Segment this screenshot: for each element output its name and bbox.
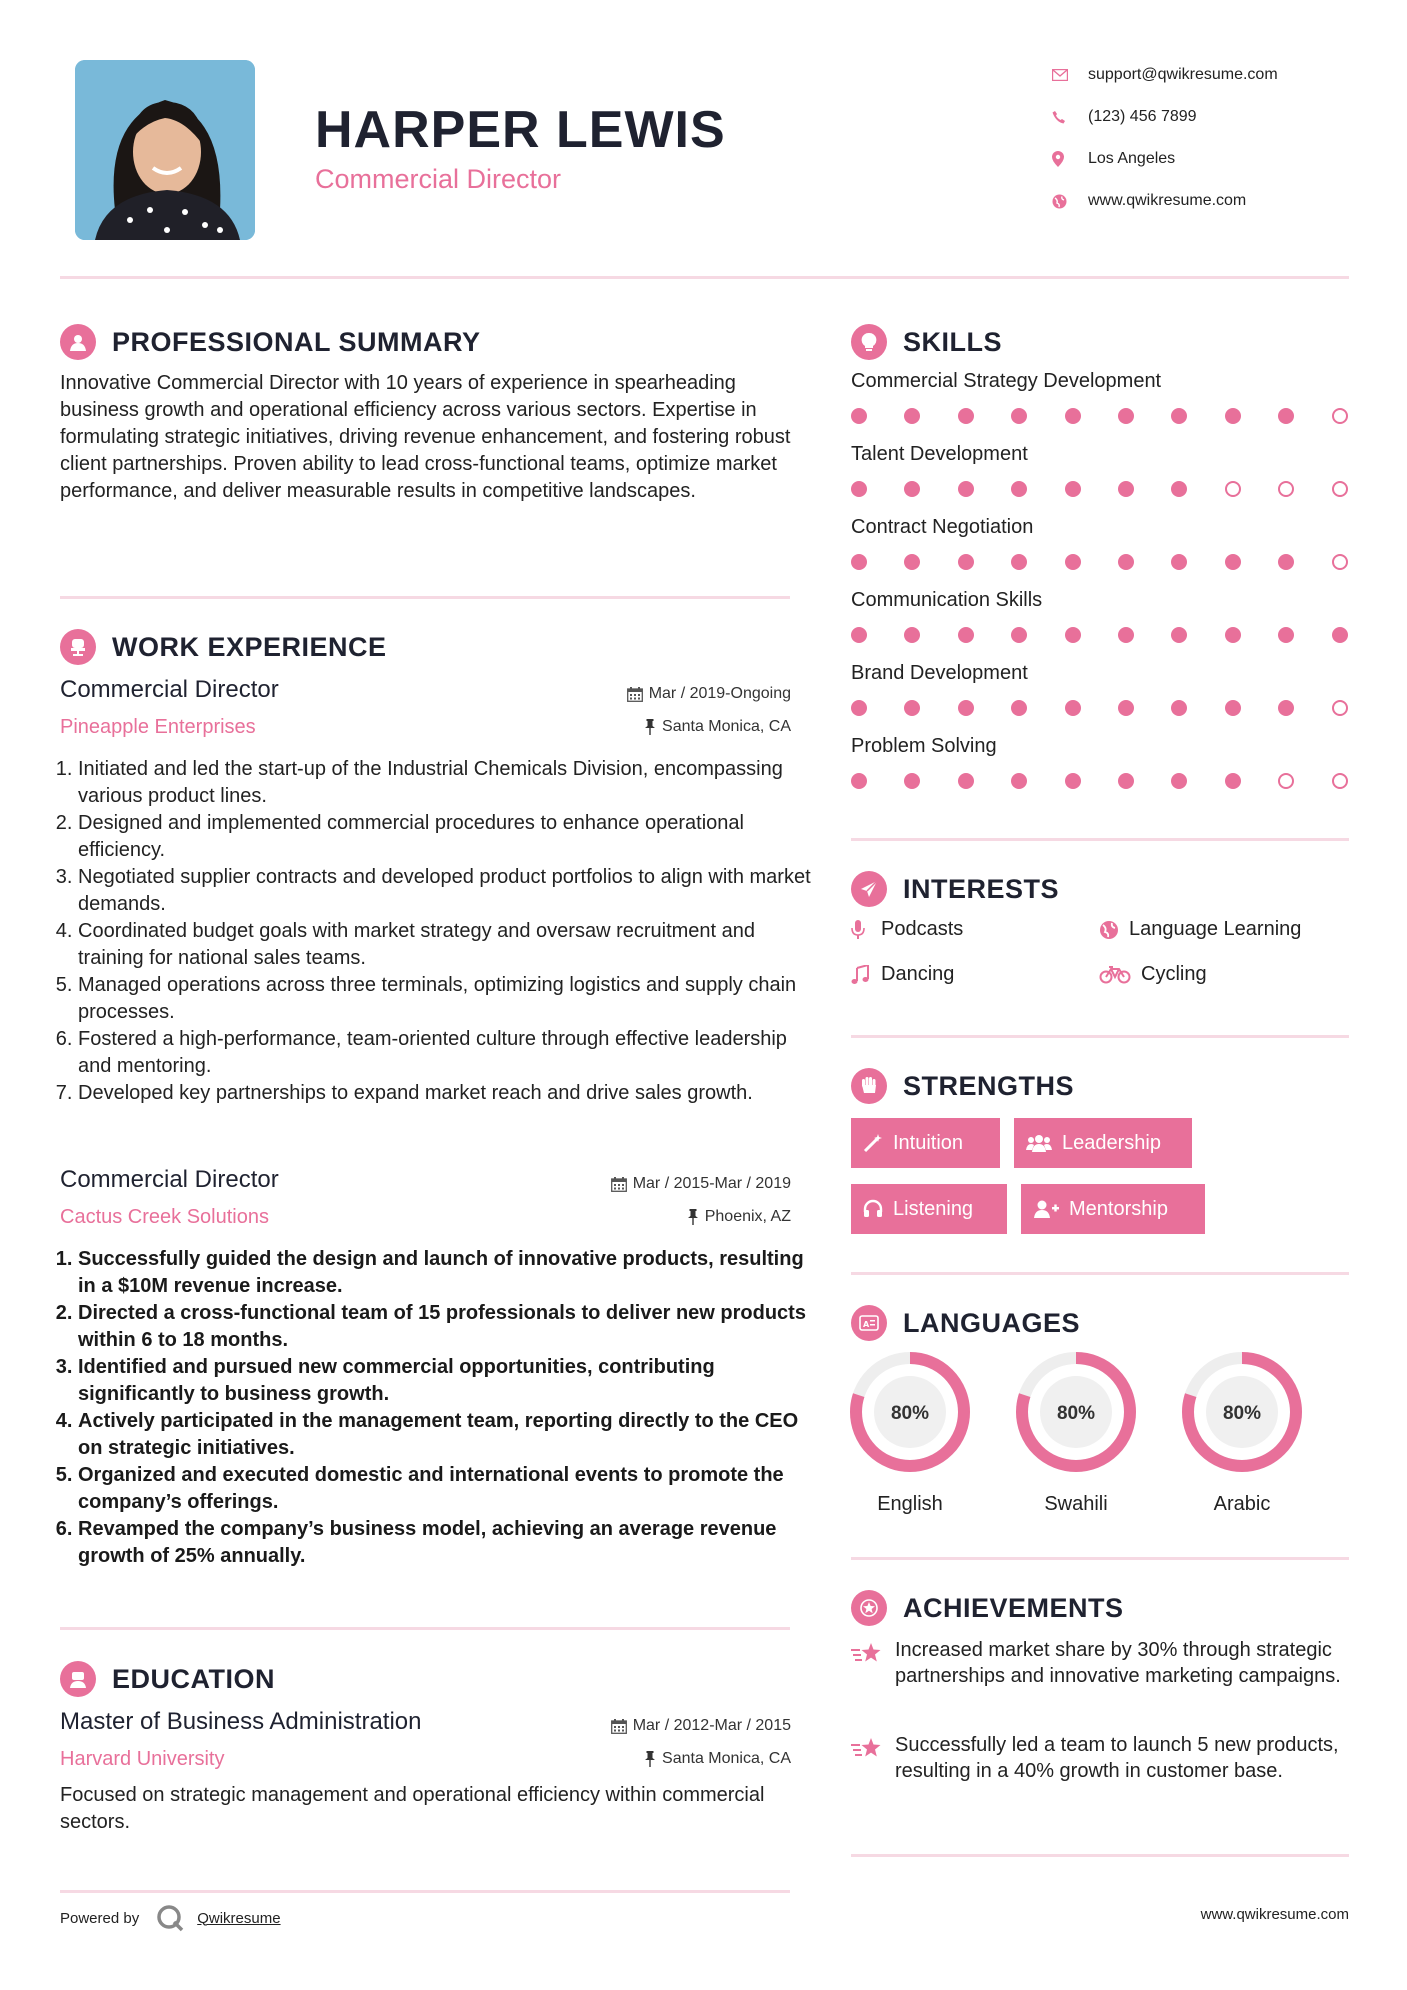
- skill-rating: [851, 692, 1351, 722]
- skill-name: Brand Development: [851, 662, 1028, 684]
- skill-item: [851, 589, 1351, 649]
- job-duties-list: [60, 756, 818, 1107]
- education-school: Harvard University: [60, 1748, 225, 1770]
- user-plus-icon: [1033, 1199, 1059, 1219]
- skill-dot-empty: [1332, 481, 1348, 497]
- language-percent: 80%: [890, 1403, 930, 1424]
- skill-dot-filled: [1118, 700, 1134, 716]
- language-progress-ring: [848, 1350, 972, 1474]
- skill-dot-filled: [1011, 408, 1027, 424]
- header-divider: [60, 276, 1349, 279]
- footer-brand-link[interactable]: Qwikresume: [197, 1909, 281, 1927]
- skill-dot-filled: [851, 627, 867, 643]
- skills-heading: [851, 324, 1002, 360]
- languages-divider: [851, 1557, 1349, 1560]
- qwikresume-logo-icon: [155, 1903, 185, 1933]
- interests-divider: [851, 1035, 1349, 1038]
- strengths-heading-text: STRENGTHS: [903, 1070, 1075, 1101]
- experience-heading: [60, 629, 387, 665]
- skill-item: [851, 662, 1351, 722]
- shooting-star-icon: [851, 1637, 895, 1689]
- achievement-text: Increased market share by 30% through strategic partnerships and innovative marketing campaigns.: [895, 1639, 1341, 1687]
- job-dates-text: Mar / 2015-Mar / 2019: [632, 1175, 791, 1192]
- skill-dot-filled: [1065, 773, 1081, 789]
- skill-dot-filled: [1011, 700, 1027, 716]
- strength-badge: [851, 1184, 1007, 1234]
- graduate-icon: [60, 1661, 96, 1697]
- skill-name: Communication Skills: [851, 589, 1043, 611]
- interest-label: Cycling: [1141, 963, 1207, 985]
- user-icon: [60, 324, 96, 360]
- strength-label: Intuition: [893, 1131, 964, 1154]
- interest-item: [851, 918, 963, 941]
- skill-dot-filled: [904, 554, 920, 570]
- summary-text: Innovative Commercial Director with 10 years of experience in spearheading business growth and operational efficiency across various sectors. Expertise in formulating strategic initiatives, driving revenue enhancement, and fostering robust client partnerships. Proven ability to lead cross-functional teams, optimize market performance, and deliver measurable results in competitive landscapes.: [60, 372, 791, 502]
- job-location: [480, 1208, 791, 1226]
- skill-dot-filled: [851, 700, 867, 716]
- map-pin-icon: [1052, 151, 1088, 167]
- skill-rating: [851, 400, 1351, 430]
- strengths-divider: [851, 1272, 1349, 1275]
- envelope-icon: [1052, 69, 1088, 81]
- language-name: Swahili: [1044, 1493, 1108, 1515]
- languages-heading: [851, 1305, 1080, 1341]
- skill-rating: [851, 619, 1351, 649]
- skill-dot-filled: [1011, 773, 1027, 789]
- job-location-text: Santa Monica, CA: [662, 718, 791, 735]
- skill-name: Problem Solving: [851, 735, 997, 757]
- bicycle-icon: [1099, 966, 1141, 984]
- skill-dot-filled: [851, 408, 867, 424]
- language-progress-ring: [1014, 1350, 1138, 1474]
- skills-divider: [851, 838, 1349, 841]
- education-degree: Master of Business Administration: [60, 1708, 422, 1735]
- lightbulb-icon: [851, 324, 887, 360]
- education-dates: [480, 1717, 791, 1735]
- list-item: 6. Fostered a high-performance, team-oriented culture through effective leadership and mentoring.: [78, 1026, 818, 1080]
- contact-location: [1052, 138, 1372, 180]
- list-item: 3. Negotiated supplier contracts and developed product portfolios to align with market demands.: [78, 864, 818, 918]
- pushpin-icon: [687, 1209, 699, 1225]
- star-badge-icon: [851, 1590, 887, 1626]
- skill-name: Commercial Strategy Development: [851, 370, 1162, 392]
- summary-divider: [60, 596, 790, 599]
- pushpin-icon: [644, 719, 656, 735]
- strength-label: Listening: [893, 1197, 974, 1220]
- language-percent: 80%: [1222, 1403, 1262, 1424]
- candidate-name: HARPER LEWIS: [315, 101, 726, 159]
- skill-dot-filled: [1278, 554, 1294, 570]
- experience-heading-text: WORK EXPERIENCE: [112, 631, 387, 662]
- skill-dot-empty: [1332, 700, 1348, 716]
- skill-item: [851, 370, 1351, 430]
- language-percent: 80%: [1056, 1403, 1096, 1424]
- contact-location-text: Los Angeles: [1088, 150, 1176, 167]
- contact-email[interactable]: [1052, 54, 1372, 96]
- contact-website[interactable]: [1052, 180, 1372, 222]
- list-item: 5. Organized and executed domestic and international events to promote the company’s offerings.: [78, 1462, 818, 1516]
- job-title: Commercial Director: [60, 676, 279, 703]
- skill-name: Talent Development: [851, 443, 1028, 465]
- job-dates: [480, 685, 791, 703]
- skills-heading-text: SKILLS: [903, 326, 1003, 357]
- skill-dot-filled: [1065, 700, 1081, 716]
- education-description: Focused on strategic management and operational efficiency within commercial sectors.: [60, 1784, 765, 1833]
- summary-heading: [60, 324, 481, 360]
- skill-dot-filled: [958, 627, 974, 643]
- job-company: Cactus Creek Solutions: [60, 1206, 269, 1228]
- education-location: [480, 1750, 791, 1768]
- calendar-icon: [611, 1719, 627, 1734]
- list-item: 4. Coordinated budget goals with market strategy and oversaw recruitment and training for national sales teams.: [78, 918, 818, 972]
- translate-icon: [851, 1305, 887, 1341]
- achievement-item: [851, 1732, 1351, 1784]
- skill-dot-filled: [904, 700, 920, 716]
- skill-dot-filled: [1171, 408, 1187, 424]
- skill-dot-filled: [1332, 627, 1348, 643]
- interest-label: Podcasts: [881, 918, 964, 940]
- skill-dot-filled: [904, 627, 920, 643]
- skill-dot-filled: [1065, 481, 1081, 497]
- skill-dot-empty: [1278, 773, 1294, 789]
- skill-dot-filled: [1011, 627, 1027, 643]
- strength-badge: [1021, 1184, 1205, 1234]
- skill-dot-filled: [1278, 700, 1294, 716]
- skill-dot-filled: [1171, 773, 1187, 789]
- skill-dot-empty: [1225, 481, 1241, 497]
- contact-website-text: www.qwikresume.com: [1088, 192, 1247, 209]
- skill-item: [851, 516, 1351, 576]
- skill-dot-filled: [1118, 773, 1134, 789]
- skill-dot-filled: [851, 481, 867, 497]
- strength-label: Leadership: [1062, 1131, 1161, 1154]
- svg-text:A: A: [863, 1320, 870, 1329]
- skill-dot-filled: [851, 554, 867, 570]
- skill-dot-filled: [1171, 554, 1187, 570]
- skill-dot-filled: [904, 773, 920, 789]
- footer-powered-by: [60, 1903, 281, 1933]
- skill-rating: [851, 546, 1351, 576]
- achievements-divider: [851, 1854, 1349, 1857]
- interest-item: [851, 963, 954, 986]
- interests-heading: [851, 871, 1059, 907]
- skill-dot-filled: [1225, 554, 1241, 570]
- strength-label: Mentorship: [1069, 1197, 1168, 1220]
- contact-phone: [1052, 96, 1372, 138]
- list-item: 1. Successfully guided the design and launch of innovative products, resulting in a $10M revenue increase.: [78, 1246, 818, 1300]
- skill-rating: [851, 473, 1351, 503]
- interest-item: [1099, 918, 1301, 941]
- profile-photo: [75, 60, 255, 240]
- skill-dot-filled: [1118, 554, 1134, 570]
- powered-by-text: Powered by: [60, 1909, 140, 1927]
- shooting-star-icon: [851, 1732, 895, 1784]
- language-item: [1180, 1350, 1304, 1516]
- education-location-text: Santa Monica, CA: [662, 1750, 791, 1767]
- job-location-text: Phoenix, AZ: [704, 1208, 791, 1225]
- skill-dot-filled: [1225, 773, 1241, 789]
- skill-dot-filled: [904, 481, 920, 497]
- achievements-heading-text: ACHIEVEMENTS: [903, 1592, 1124, 1623]
- footer-divider: [60, 1890, 790, 1893]
- fist-icon: [851, 1068, 887, 1104]
- calendar-icon: [627, 687, 643, 702]
- skill-item: [851, 443, 1351, 503]
- skill-dot-filled: [1225, 627, 1241, 643]
- phone-icon: [1052, 110, 1088, 124]
- list-item: 2. Directed a cross-functional team of 15 professionals to deliver new products within 6 to 18 months.: [78, 1300, 818, 1354]
- skill-dot-filled: [1118, 408, 1134, 424]
- paper-plane-icon: [851, 871, 887, 907]
- job-duties-list: [60, 1246, 818, 1570]
- skill-dot-filled: [1225, 700, 1241, 716]
- language-name: Arabic: [1213, 1493, 1271, 1515]
- language-name: English: [877, 1493, 943, 1515]
- interest-item: [1099, 963, 1207, 986]
- achievements-heading: [851, 1590, 1124, 1626]
- headphones-icon: [863, 1199, 883, 1219]
- list-item: 3. Identified and pursued new commercial opportunities, contributing significantly to business growth.: [78, 1354, 818, 1408]
- skill-dot-filled: [1065, 627, 1081, 643]
- skill-dot-filled: [1118, 627, 1134, 643]
- contact-phone-text: (123) 456 7899: [1088, 108, 1197, 125]
- achievement-item: [851, 1637, 1351, 1689]
- skill-item: [851, 735, 1351, 795]
- job-location: [480, 718, 791, 736]
- skill-dot-filled: [958, 773, 974, 789]
- skill-dot-filled: [1278, 408, 1294, 424]
- job-title: Commercial Director: [60, 1166, 279, 1193]
- briefcase-chair-icon: [60, 629, 96, 665]
- music-note-icon: [851, 965, 881, 985]
- skill-dot-filled: [1278, 627, 1294, 643]
- skill-dot-empty: [1278, 481, 1294, 497]
- language-item: [848, 1350, 972, 1516]
- list-item: 7. Developed key partnerships to expand market reach and drive sales growth.: [78, 1080, 818, 1107]
- globe-icon: [1052, 194, 1088, 209]
- skill-dot-filled: [958, 408, 974, 424]
- interest-label: Language Learning: [1129, 918, 1302, 940]
- education-heading-text: EDUCATION: [112, 1663, 275, 1694]
- microphone-icon: [851, 920, 881, 940]
- skill-dot-empty: [1332, 408, 1348, 424]
- skill-dot-empty: [1332, 773, 1348, 789]
- skill-dot-filled: [1118, 481, 1134, 497]
- skill-dot-filled: [904, 408, 920, 424]
- summary-heading-text: PROFESSIONAL SUMMARY: [112, 326, 481, 357]
- list-item: 2. Designed and implemented commercial procedures to enhance operational efficiency.: [78, 810, 818, 864]
- skill-dot-filled: [1011, 481, 1027, 497]
- experience-divider: [60, 1627, 790, 1630]
- education-dates-text: Mar / 2012-Mar / 2015: [632, 1717, 791, 1734]
- skill-rating: [851, 765, 1351, 795]
- strengths-heading: [851, 1068, 1074, 1104]
- list-item: 1. Initiated and led the start-up of the Industrial Chemicals Division, encompassing various product lines.: [78, 756, 818, 810]
- globe-icon: [1099, 920, 1129, 940]
- list-item: 5. Managed operations across three terminals, optimizing logistics and supply chain processes.: [78, 972, 818, 1026]
- magic-wand-icon: [863, 1133, 883, 1153]
- calendar-icon: [611, 1177, 627, 1192]
- footer-website[interactable]: www.qwikresume.com: [1200, 1906, 1349, 1923]
- skill-dot-filled: [958, 700, 974, 716]
- interest-label: Dancing: [881, 963, 955, 985]
- skill-dot-filled: [1065, 408, 1081, 424]
- candidate-title: Commercial Director: [315, 164, 562, 194]
- skill-name: Contract Negotiation: [851, 516, 1034, 538]
- strength-badge: [1014, 1118, 1192, 1168]
- education-heading: [60, 1661, 275, 1697]
- contact-block: [1052, 54, 1372, 222]
- skill-dot-filled: [1065, 554, 1081, 570]
- skill-dot-filled: [1225, 408, 1241, 424]
- job-dates: [480, 1175, 791, 1193]
- users-icon: [1026, 1133, 1052, 1153]
- skill-dot-filled: [1171, 627, 1187, 643]
- language-progress-ring: [1180, 1350, 1304, 1474]
- pushpin-icon: [644, 1751, 656, 1767]
- contact-email-text: support@qwikresume.com: [1088, 66, 1278, 83]
- language-item: [1014, 1350, 1138, 1516]
- strength-badge: [851, 1118, 1000, 1168]
- achievement-text: Successfully led a team to launch 5 new products, resulting in a 40% growth in customer base.: [895, 1734, 1339, 1782]
- list-item: 4. Actively participated in the management team, reporting directly to the CEO on strategic initiatives.: [78, 1408, 818, 1462]
- languages-heading-text: LANGUAGES: [903, 1307, 1081, 1338]
- skill-dot-empty: [1332, 554, 1348, 570]
- list-item: 6. Revamped the company’s business model, achieving an average revenue growth of 25% annually.: [78, 1516, 818, 1570]
- job-company: Pineapple Enterprises: [60, 716, 256, 738]
- skill-dot-filled: [1171, 700, 1187, 716]
- skill-dot-filled: [1011, 554, 1027, 570]
- interests-heading-text: INTERESTS: [903, 873, 1060, 904]
- skill-dot-filled: [958, 481, 974, 497]
- skill-dot-filled: [958, 554, 974, 570]
- skill-dot-filled: [851, 773, 867, 789]
- job-dates-text: Mar / 2019-Ongoing: [648, 685, 791, 702]
- skill-dot-filled: [1171, 481, 1187, 497]
